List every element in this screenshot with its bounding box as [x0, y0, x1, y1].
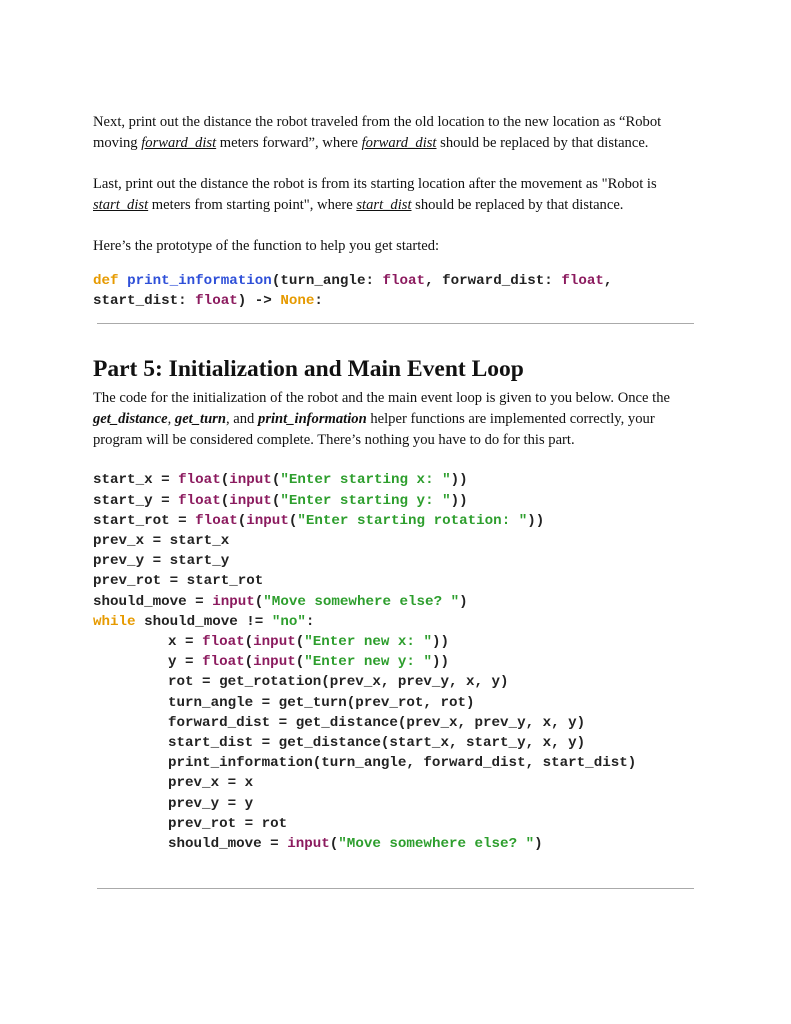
code-text: )	[459, 593, 468, 610]
code-line: forward_dist = get_distance(prev_x, prev_y, x, y)	[168, 714, 586, 731]
text: Last, print out the distance the robot is from its starting location after the movement as "Robot is	[93, 176, 657, 192]
builtin: input	[287, 836, 330, 853]
section-divider	[97, 888, 694, 889]
code-text: :	[314, 293, 323, 310]
code-line: turn_angle = get_turn(prev_rot, rot)	[168, 694, 475, 711]
code-text: :	[305, 613, 315, 630]
builtin: float	[202, 634, 245, 651]
variable-forward-dist: forward_dist	[141, 135, 217, 151]
keyword: while	[93, 613, 136, 630]
code-line: prev_y = y	[168, 795, 254, 812]
text: Next, print out the distance the robot traveled from the old location to the new location as “Robot moving	[93, 114, 662, 151]
code-line	[93, 513, 544, 529]
code-text: (	[254, 593, 264, 610]
code-text: ))	[450, 492, 468, 509]
section-divider	[97, 323, 694, 324]
code-line: prev_x = x	[168, 775, 254, 792]
text: The code for the initialization of the robot and the main event loop is given to you below. Once the	[93, 390, 670, 407]
code-text: (	[329, 836, 339, 853]
code-line: print_information(turn_angle, forward_dist, start_dist)	[168, 755, 637, 772]
code-line	[93, 493, 468, 509]
code-text: (	[220, 472, 230, 489]
builtin: float	[178, 492, 221, 509]
code-line: prev_y = start_y	[93, 553, 230, 570]
text: ,	[167, 411, 175, 428]
text: meters from starting point", where	[148, 197, 357, 213]
code-text: should_move =	[93, 593, 213, 610]
code-text: start_rot =	[93, 512, 196, 529]
code-text: (	[288, 512, 298, 529]
code-line: start_dist = get_distance(start_x, start_y, x, y)	[168, 735, 586, 752]
part5-heading: Part 5: Initialization and Main Event Loop	[93, 356, 524, 383]
code-text: x =	[168, 634, 203, 651]
code-line	[93, 614, 314, 630]
code-line: rot = get_rotation(prev_x, prev_y, x, y)	[168, 674, 509, 691]
keyword: None	[280, 293, 315, 310]
variable-start-dist: start_dist	[93, 197, 149, 213]
builtin: float	[202, 654, 245, 671]
text: helper functions are implemented correctly, your program will be considered complete. There’s nothing you have to do for this part.	[93, 411, 655, 449]
function-ref: print_information	[258, 411, 367, 428]
function-ref: get_turn	[174, 411, 226, 428]
type-name: float	[382, 273, 426, 289]
main-loop-code-block	[93, 470, 703, 854]
code-text: ))	[431, 654, 449, 671]
code-line: prev_x = start_x	[93, 533, 230, 550]
code-line	[93, 632, 703, 652]
code-line	[93, 472, 468, 488]
function-ref: get_distance	[93, 411, 168, 428]
prototype-intro: Here’s the prototype of the function to help you get started:	[93, 238, 440, 254]
string-literal: "Enter starting rotation: "	[297, 512, 528, 529]
code-text: should_move !=	[135, 613, 272, 630]
code-text: ) ->	[237, 293, 281, 310]
start-distance-paragraph	[93, 174, 703, 216]
text: should be replaced by that distance.	[436, 135, 649, 151]
code-line: prev_rot = start_rot	[93, 573, 264, 590]
code-text: (	[295, 634, 305, 651]
code-text: (	[271, 492, 281, 509]
code-line	[93, 652, 703, 672]
builtin: input	[212, 593, 255, 610]
type-name: float	[561, 273, 604, 289]
code-text: ))	[450, 472, 468, 489]
code-line	[93, 594, 468, 610]
type-name: float	[195, 293, 238, 310]
string-literal: "Enter new x: "	[304, 634, 432, 651]
code-text: should_move =	[168, 836, 288, 853]
code-line	[93, 834, 703, 854]
code-text: )	[534, 836, 543, 853]
text: meters forward”, where	[216, 135, 362, 151]
code-line: prev_rot = rot	[168, 815, 288, 832]
code-text: (	[244, 634, 254, 651]
document-page	[93, 112, 703, 889]
code-text: start_dist:	[93, 293, 196, 310]
variable-start-dist: start_dist	[356, 197, 412, 213]
string-literal: "Move somewhere else? "	[338, 836, 535, 853]
string-literal: "Enter starting x: "	[280, 472, 451, 489]
text: , and	[225, 411, 259, 428]
part5-description	[93, 388, 703, 451]
string-literal: "Enter starting y: "	[280, 492, 451, 509]
code-text: start_y =	[93, 492, 179, 509]
string-literal: "Enter new y: "	[304, 654, 432, 671]
code-text: ,	[603, 273, 613, 289]
builtin: float	[178, 472, 221, 489]
code-text: (	[237, 512, 247, 529]
keyword: def	[93, 273, 119, 289]
code-text: y =	[168, 654, 203, 671]
variable-forward-dist: forward_dist	[361, 135, 437, 151]
builtin: input	[229, 472, 272, 489]
prototype-code-block	[93, 271, 703, 311]
code-text: (	[244, 654, 254, 671]
builtin: input	[253, 654, 296, 671]
builtin: input	[246, 512, 289, 529]
code-text: ))	[527, 512, 545, 529]
code-text: (	[295, 654, 305, 671]
builtin: input	[229, 492, 272, 509]
code-text: , forward_dist:	[425, 273, 562, 289]
function-name: print_information	[127, 273, 272, 289]
string-literal: "no"	[271, 613, 306, 630]
text: should be replaced by that distance.	[411, 197, 624, 213]
string-literal: "Move somewhere else? "	[263, 593, 460, 610]
code-text: start_x =	[93, 472, 179, 489]
code-text: (turn_angle:	[271, 273, 383, 289]
builtin: float	[195, 512, 238, 529]
code-text: ))	[431, 634, 449, 651]
code-text: (	[271, 472, 281, 489]
forward-distance-paragraph	[93, 112, 703, 154]
code-text: (	[220, 492, 230, 509]
builtin: input	[253, 634, 296, 651]
